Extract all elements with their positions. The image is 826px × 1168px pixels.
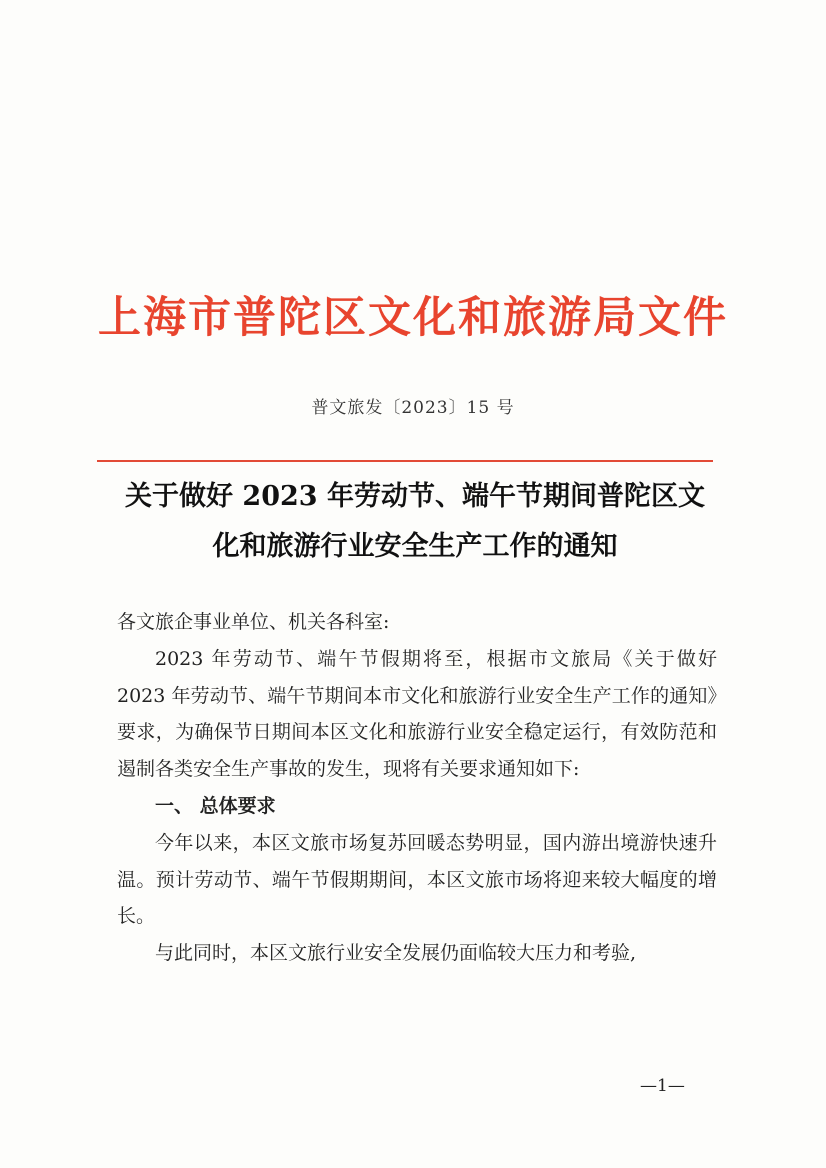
red-separator-line (97, 460, 713, 462)
section-heading-general-requirements: 一、 总体要求 (155, 794, 276, 817)
title-line-1: 关于做好 2023 年劳动节、端午节期间普陀区文 (125, 481, 705, 512)
paragraph-safety-pressure: 与此同时，本区文旅行业安全发展仍面临较大压力和考验, (155, 942, 637, 965)
document-masthead: 上海市普陀区文化和旅游局文件 (98, 293, 728, 343)
paragraph-market-recovery: 今年以来，本区文旅市场复苏回暖态势明显，国内游出境游快速升温。预计劳动节、端午节假期期间，本区文旅市场将迎来较大幅度的增长。 (117, 831, 717, 928)
document-body (117, 604, 717, 972)
salutation: 各文旅企事业单位、机关各科室: (117, 611, 390, 633)
document-number: 普文旅发〔2023〕15 号 (311, 398, 515, 418)
page-number: —1— (640, 1076, 685, 1096)
paragraph-intro: 2023 年劳动节、端午节假期将至，根据市文旅局《关于做好 2023 年劳动节、端午节期间本市文化和旅游行业安全生产工作的通知》要求，为确保节日期间本区文化和旅游行业安全稳定运行，有效防范和遏制各类安全生产事故的发生，现将有关要求通知如下: (117, 647, 717, 781)
document-title (110, 472, 720, 572)
title-line-2: 化和旅游行业安全生产工作的通知 (212, 531, 618, 562)
